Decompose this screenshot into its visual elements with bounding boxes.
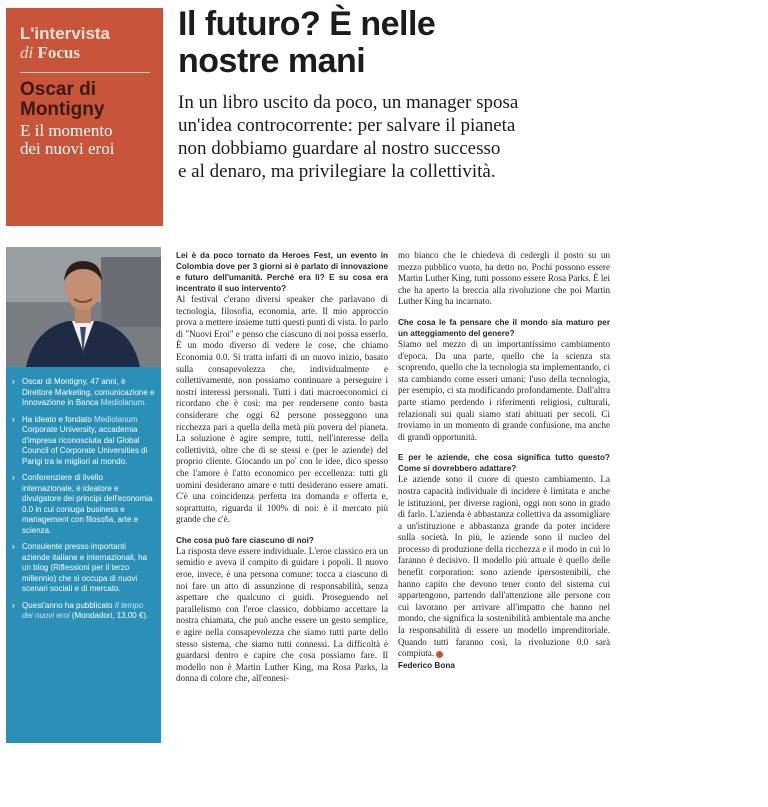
answer: La risposta deve essere individuale. L'eroe classico era un semidio e aveva il compito di guidare i popoli. Il nuovo eroe, invece, è una persona comune: tocca a ciascuno di noi fare un atto di assunzione di responsabilità, senza aspettare che qualcuno ci guidi. Proseguendo nel parallelismo con l'eroe classico, dobbiamo accettare la nostra chiamata, che può anche essere un gesto semplice, e agire nella consapevolezza che siamo tutti parte dello stesso sistema, che siamo tutti connessi. La difficoltà è guardarsi dentro e capire che cosa possiamo fare. Il modello non è Martin Luther King, ma Rosa Parks, la donna di colore che, all'ennesi- — [176, 545, 388, 684]
interview-header-box — [6, 8, 163, 226]
answer: Le aziende sono il cuore di questo cambiamento. La nostra capacità individuale di incidere è limitata e anche le istituzioni, per diverse ragioni, oggi non sono in grado di farlo. L'azienda è abbastanza collettiva da assomigliare a un'istituzione e abbastanza grande da poter incidere sulla società. In più, le aziende sono il nucleo del processo di produzione della ricchezza e il modo in cui lo faranno è decisivo. Il modello più attuale è quello delle benefit corporation: sono aziende ipersostenibili, che hanno capito che devono tener conto del sistema cui appartengono, partendo dall'attenzione alle persone con cui lavorano per arrivare all'impatto che hanno nel mondo, che significa la sostenibilità ambientale ma anche la responsabilità di essere un modello imprenditoriale. Quando tutti faranno così, la rivoluzione 0.0 sarà compiuta. — [398, 474, 610, 659]
divider — [20, 72, 150, 73]
question: Che cosa può fare ciascuno di noi? — [176, 535, 314, 545]
bio-item: › Conferenziere di livello internazionale, è ideatore e divulgatore dei principi dell'economia 0.0 in cui coniuga business e management con filosofia, arte e scienza. — [12, 473, 155, 536]
rubric-label-focus: di Focus — [20, 43, 80, 62]
bio-item: › Oscar di Montigny, 47 anni, è Direttore Marketing, comunicazione e Innovazione in Banca Mediolanum. — [12, 377, 155, 409]
deck-text: In un libro uscito da poco, un manager sposa un'idea controcorrente: per salvare il pianeta non dobbiamo guardare al nostro successo e al denaro, ma privilegiare la collettività. — [178, 92, 519, 182]
bio-item: › Quest'anno ha pubblicato Il tempo dei nuovi eroi (Mondadori, 13,00 €). — [12, 601, 155, 622]
question: Lei è da poco tornato da Heroes Fest, un evento in Colombia dove per 3 giorni si è parlato di innovazione e futuro dell'umanità. Perché era lì? E su cosa era incentrato il suo intervento? — [176, 251, 388, 293]
author-signature: Federico Bona — [398, 660, 455, 670]
box-subtitle: E il momento dei nuovi eroi — [20, 121, 115, 158]
end-mark-icon — [436, 651, 443, 658]
interviewee-name: Oscar di Montigny — [20, 79, 105, 120]
answer: Al festival c'erano diversi speaker che parlavano di tecnologia, filosofia, economia, arte. Il mio approccio prova a mettere insieme tutti questi punti di vista. Io parlo di "Nuovi Eroi" e penso che ciascuno di noi possa esserlo. È un modo diverso di vedere le cose, che chiamo Economia 0.0. Si tratta infatti di un nuovo inizio, basato sulla consapevolezza che, individualmente e collettivamente, non possiamo continuare a perseguire i nostri interessi personali. Tutti i dati macroeconomici ci ricordano che è così: ma per rendersene conto basta considerare che oggi 62 persone posseggono una ricchezza pari a quella della metà più povera del pianeta. La soluzione è agire sempre, tutti, nell'interesse della collettività, oltre che di se stessi e (per le aziende) del proprio cliente. Giocando un po' con le idee, dico spesso che l'amore è l'atto economico per eccellenza: tutti gli uomini desiderano amare e tutti desiderano essere amati. C'è una coincidenza perfetta tra domanda e offerta e, soprattutto, riguarda il 100% di noi: è il mercato più grande che c'è. — [176, 294, 388, 525]
portrait-image — [6, 247, 161, 367]
question: E per le aziende, che cosa significa tutto questo? Come si dovrebbero adattare? — [398, 453, 610, 474]
bio-item: › Consulente presso importanti aziende italiane e internazionali, ha un blog (Riflessioni per il terzo millennio) che si occupa di nuovi scenari sociali e di mercato. — [12, 542, 155, 595]
bio-sidebar — [6, 367, 161, 743]
article-column-1 — [176, 250, 388, 685]
article-column-2 — [398, 250, 610, 671]
bio-item: › Ha ideato e fondato Mediolanum Corporate University, accademia d'impresa riconosciuta dal Global Council of Corporate Universities di Parigi tra le migliori al mondo. — [12, 415, 155, 468]
question: Che cosa le fa pensare che il mondo sia maturo per un atteggiamento del genere? — [398, 317, 610, 338]
answer: mo bianco che le chiedeva di cedergli il posto su un mezzo pubblico vuoto, ha detto no. Pochi possono essere Martin Luther King, tutti possono essere Rosa Parks. È lei che ha aperto la breccia alla rivoluzione che poi Martin Luther King ha incarnato. — [398, 250, 610, 307]
portrait-photo — [6, 247, 161, 367]
rubric-label: L'intervista — [20, 24, 111, 43]
headline: Il futuro? È nelle nostre mani — [178, 5, 436, 80]
answer: Siamo nel mezzo di un importantissimo cambiamento d'epoca. Da una parte, quello che la scienza sta scoprendo, quello che la tecnologia sta implementando, ci sta cambiando come esseri umani: l'uso della tecnologia, per esempio, ci sta modificando profondamente. Dall'altra parte stiamo perdendo i riferimenti religiosi, culturali, relazionali sui quali siamo stati abituati per secoli. Ci troviamo in un momento di grande confusione, ma anche di grandi opportunità. — [398, 338, 610, 442]
